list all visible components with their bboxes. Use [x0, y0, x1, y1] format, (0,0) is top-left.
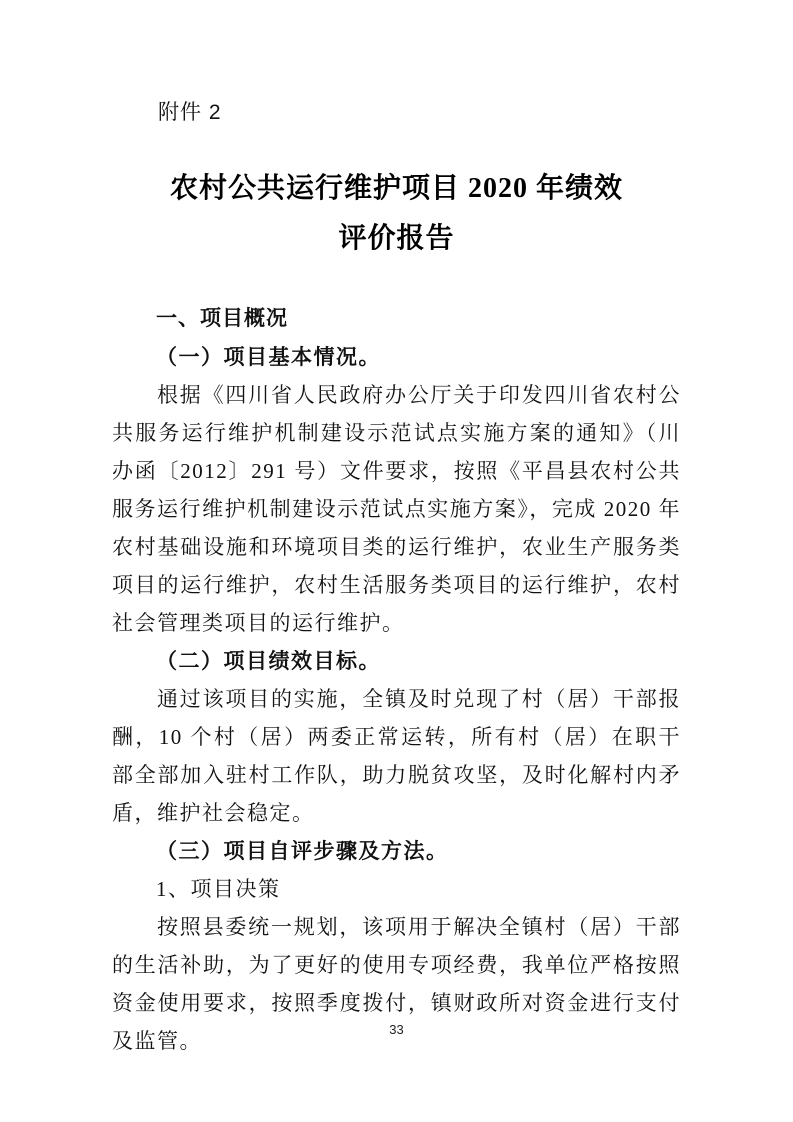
numbered-heading-project-decision: 1、项目决策 [156, 877, 281, 901]
subsection-heading-basic-situation: （一）项目基本情况。 [156, 345, 381, 369]
document-title-line2: 评价报告 [338, 223, 455, 254]
document-title-line1: 农村公共运行维护项目 2020 年绩效 [169, 173, 623, 204]
section-heading-project-overview: 一、项目概况 [156, 307, 288, 330]
paragraph-performance-goals: 通过该项目的实施，全镇及时兑现了村（居）干部报酬，10 个村（居）两委正常运转，所有村（居）在职干部全部加入驻村工作队，助力脱贫攻坚，及时化解村内矛盾，维护社会稳定。 [112, 687, 681, 825]
subsection-heading-performance-goals: （二）项目绩效目标。 [156, 649, 381, 673]
paragraph-project-decision: 按照县委统一规划，该项用于解决全镇村（居）干部的生活补助，为了更好的使用专项经费，我单位严格按照资金使用要求，按照季度拨付，镇财政所对资金进行支付及监管。 [112, 915, 681, 1053]
page-number: 33 [389, 1022, 404, 1037]
paragraph-basic-situation: 根据《四川省人民政府办公厅关于印发四川省农村公共服务运行维护机制建设示范试点实施方案的通知》（川办函〔2012〕291 号）文件要求，按照《平昌县农村公共服务运行维护机制建设示范试点实施方案》，完成 2020 年农村基础设施和环境项目类的运行维护，农业生产服务类项目的运行维护，农村生活服务类项目的运行维护，农村社会管理类项目的运行维护。 [112, 383, 681, 635]
attachment-label: 附件 2 [158, 101, 222, 124]
subsection-heading-self-evaluation-method: （三）项目自评步骤及方法。 [156, 839, 449, 863]
document-body [112, 300, 681, 1060]
document-title [112, 164, 681, 264]
